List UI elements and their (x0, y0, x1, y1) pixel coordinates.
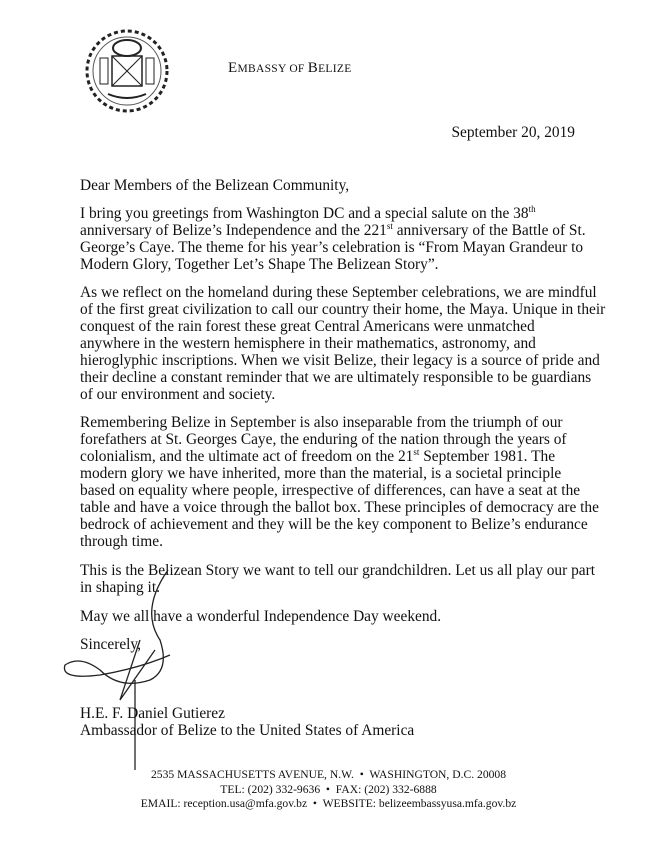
letterhead-footer: 2535 MASSACHUSETTS AVENUE, N.W. • WASHINGTON, D.C. 20008 TEL: (202) 332-9636 • FAX: (202) 332-6888 EMAIL: reception.usa@mfa.gov.bz • WEBSITE: belizeembassyusa.mfa.gov.bz (140, 768, 517, 810)
signer-block (80, 705, 414, 739)
closing: Sincerely, (80, 636, 141, 653)
salutation: Dear Members of the Belizean Community, (80, 177, 350, 194)
letterhead-title: EMBASSY OF BELIZE (228, 60, 352, 76)
paragraph-4: This is the Belizean Story we want to tell our grandchildren. Let us all play our part in shaping it. (80, 562, 596, 596)
handwritten-signature (60, 570, 190, 770)
paragraph-3: Remembering Belize in September is also inseparable from the triumph of our forefathers at St. Georges Caye, the enduring of the nation through the years of colonialism, and the ultimate act of freedom on the 21st September 1981. The modern glory we have inherited, more than the material, is a societal principle based on equality where people, irrespective of differences, can have a seat at the table and have a voice through the ballot box. These principles of democracy are the bedrock of achievement and they will be the key component to Belize’s endurance through time. (80, 414, 599, 550)
email-link[interactable]: EMAIL: reception.usa@mfa.gov.bz (140, 797, 308, 810)
signer-name: H.E. F. Daniel Gutierez (80, 705, 225, 722)
paragraph-1: I bring you greetings from Washington DC and a special salute on the 38th anniversary of Belize’s Independence and the 221st anniversary of the Battle of St. George’s Caye. The theme for his year’s celebration is “From Mayan Grandeur to Modern Glory, Together Let’s Shape The Belizean Story”. (80, 204, 586, 273)
belize-coat-of-arms-seal (82, 26, 172, 116)
letter-date: September 20, 2019 (451, 124, 575, 141)
website-link[interactable]: WEBSITE: belizeembassyusa.mfa.gov.bz (322, 797, 517, 810)
paragraph-2: As we reflect on the homeland during these September celebrations, we are mindful of the first great civilization to call our country their home, the Maya. Unique in their conquest of the rain forest these great Central Americans were unmatched anywhere in the western hemisphere in their mathematics, astronomy, and hieroglyphic inscriptions. When we visit Belize, their legacy is a source of pride and their decline a constant reminder that we are ultimately responsible to be guardians of our environment and society. (80, 284, 606, 403)
paragraph-5: May we all have a wonderful Independence Day weekend. (80, 608, 442, 625)
signer-title: Ambassador of Belize to the United States of America (80, 722, 415, 739)
